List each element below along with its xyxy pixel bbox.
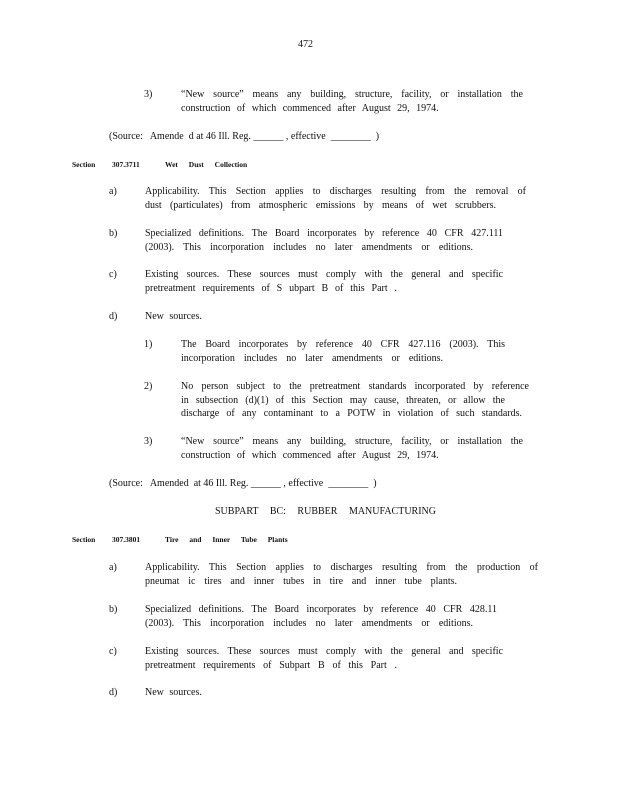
item-label: 2) bbox=[144, 381, 153, 392]
subsection-text: Existing sources. These sources must comply with the general and specific bbox=[145, 269, 503, 280]
subsection-text: Applicability. This Section applies to discharges resulting from the production of bbox=[145, 562, 538, 573]
subsection-label: d) bbox=[109, 311, 118, 322]
source-note: (Source: Amended at 46 Ill. Reg. ______ , effective ________ ) bbox=[109, 478, 377, 489]
item-text: discharge of any contaminant to a POTW in violation of such standards. bbox=[181, 408, 522, 419]
subsection-label: d) bbox=[109, 687, 118, 698]
item-text: incorporation includes no later amendments or editions. bbox=[181, 353, 443, 364]
subsection-text: Specialized definitions. The Board incorporates by reference 40 CFR 427.111 bbox=[145, 228, 503, 239]
section-title: Wet Dust Collection bbox=[165, 160, 248, 169]
subsection-text: New sources. bbox=[145, 687, 202, 698]
subpart-heading: SUBPART BC: RUBBER MANUFACTURING bbox=[215, 506, 436, 517]
page-number: 472 bbox=[298, 39, 313, 50]
item-label: 1) bbox=[144, 339, 153, 350]
source-note: (Source: Amende d at 46 Ill. Reg. ______ , effective ________ ) bbox=[109, 131, 380, 142]
item-text: in subsection (d)(1) of this Section may cause, threaten, or allow the bbox=[181, 395, 505, 406]
subsection-label: a) bbox=[109, 186, 117, 197]
item-label: 3) bbox=[144, 89, 153, 100]
item-text: “New source” means any building, structure, facility, or installation the bbox=[181, 436, 523, 447]
subsection-text: (2003). This incorporation includes no later amendments or editions. bbox=[145, 242, 473, 253]
subsection-text: Applicability. This Section applies to discharges resulting from the removal of bbox=[145, 186, 526, 197]
section-label: Section bbox=[72, 535, 96, 544]
section-number: 307.3801 bbox=[112, 535, 141, 544]
subsection-label: b) bbox=[109, 604, 118, 615]
item-label: 3) bbox=[144, 436, 153, 447]
subsection-text: dust (particulates) from atmospheric emissions by means of wet scrubbers. bbox=[145, 200, 496, 211]
item-text: No person subject to the pretreatment standards incorporated by reference bbox=[181, 381, 529, 392]
subsection-label: c) bbox=[109, 646, 117, 657]
item-text: construction of which commenced after August 29, 1974. bbox=[181, 450, 439, 461]
section-title: Tire and Inner Tube Plants bbox=[165, 535, 288, 544]
subsection-text: pneumat ic tires and inner tubes in tire and inner tube plants. bbox=[145, 576, 457, 587]
subsection-label: c) bbox=[109, 269, 117, 280]
section-label: Section bbox=[72, 160, 96, 169]
section-number: 307.3711 bbox=[112, 160, 140, 169]
subsection-label: b) bbox=[109, 228, 118, 239]
subsection-text: (2003). This incorporation includes no later amendments or editions. bbox=[145, 618, 473, 629]
item-text: “New source” means any building, structure, facility, or installation the bbox=[181, 89, 523, 100]
subsection-text: pretreatment requirements of Subpart B of this Part . bbox=[145, 660, 397, 671]
item-text: construction of which commenced after August 29, 1974. bbox=[181, 103, 439, 114]
subsection-text: pretreatment requirements of S ubpart B of this Part . bbox=[145, 283, 397, 294]
item-text: The Board incorporates by reference 40 CFR 427.116 (2003). This bbox=[181, 339, 505, 350]
subsection-label: a) bbox=[109, 562, 117, 573]
subsection-text: Specialized definitions. The Board incorporates by reference 40 CFR 428.11 bbox=[145, 604, 497, 615]
subsection-text: Existing sources. These sources must comply with the general and specific bbox=[145, 646, 503, 657]
subsection-text: New sources. bbox=[145, 311, 202, 322]
